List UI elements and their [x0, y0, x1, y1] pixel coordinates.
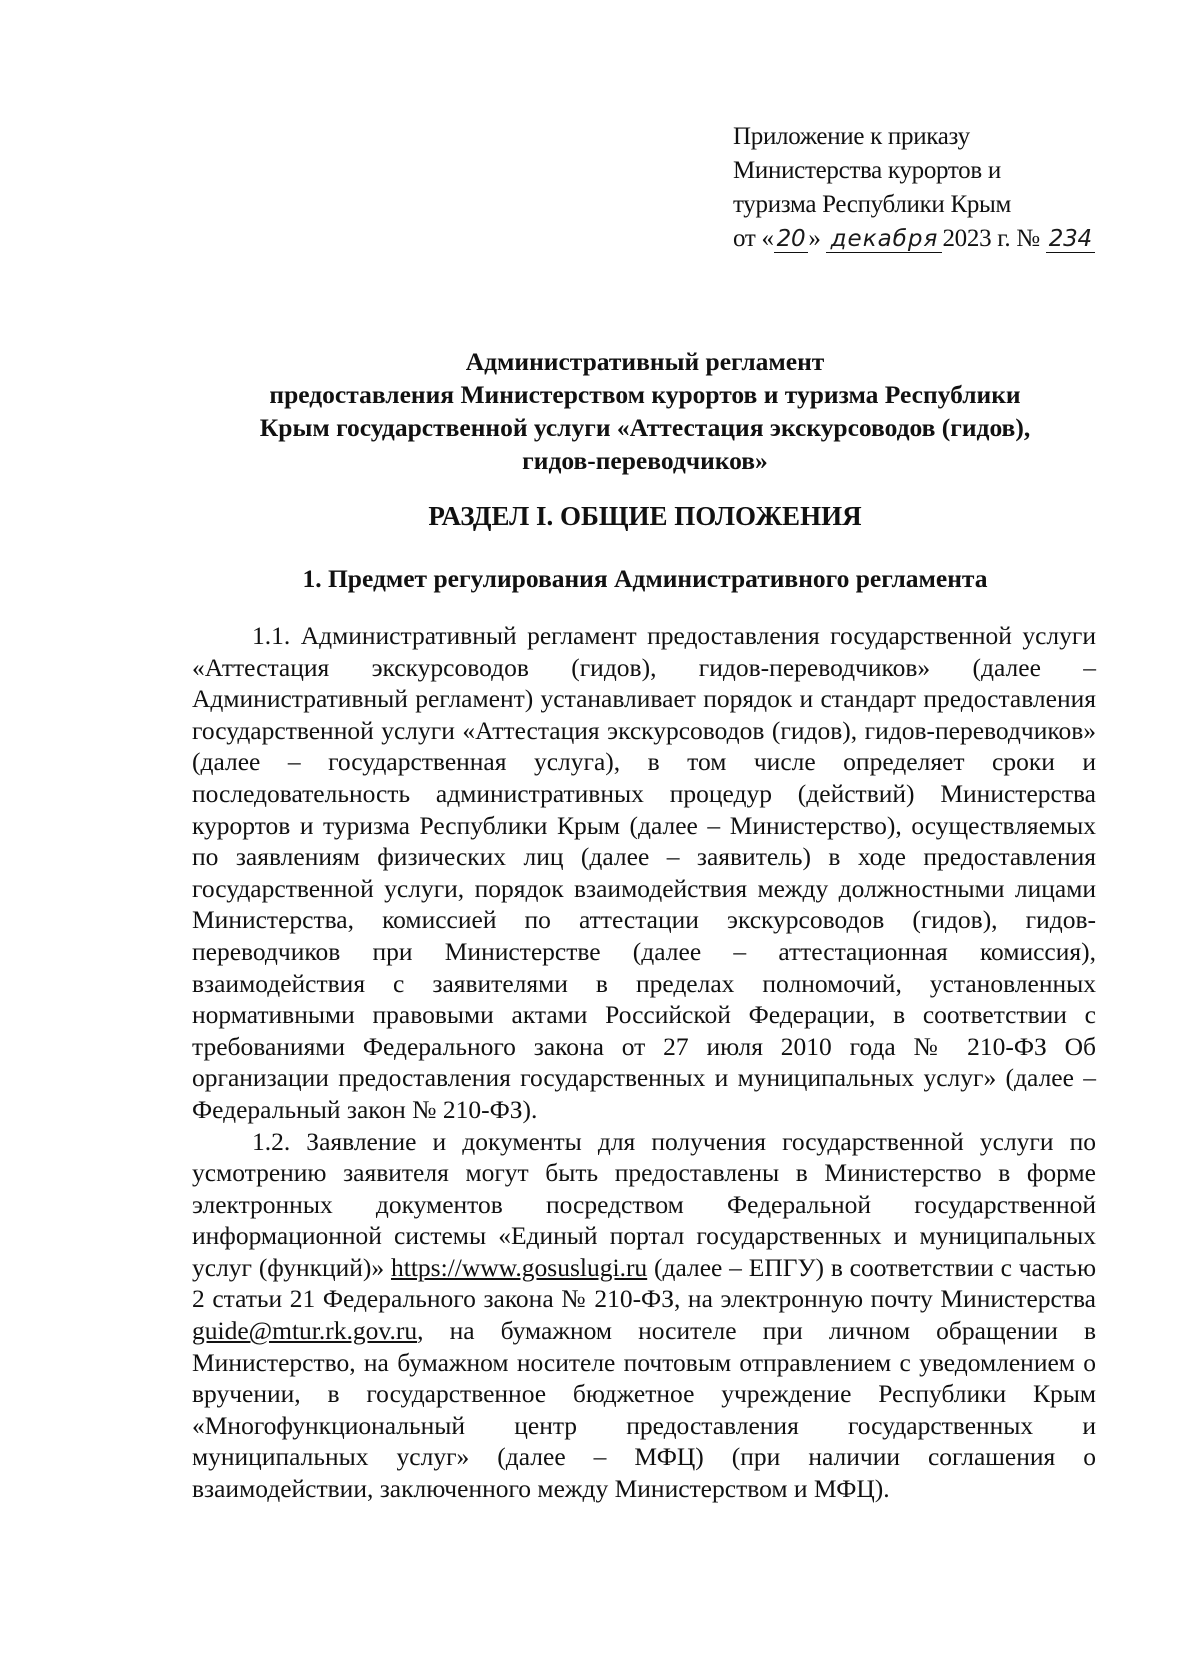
paragraph-1-2-part-3: , на бумажном носителе при личном обращении в Министерство, на бумажном носителе почтовым отправлением с уведомлением о вручении, в государственное бюджетное учреждение Республики Крым «Многофункциональный центр предоставления государственных и муниципальных услуг» (далее – МФЦ) (при наличии соглашения о взаимодействии, заключенного между Министерством и МФЦ).: [192, 1316, 1096, 1504]
appendix-line-3: туризма Республики Крым: [733, 191, 1012, 218]
title-line-4: гидов-переводчиков»: [522, 446, 768, 475]
paragraph-1-2: [192, 1126, 1096, 1505]
paragraph-1-1: 1.1. Административный регламент предоставления государственной услуги «Аттестация экскурсоводов (гидов), гидов-переводчиков» (далее – Административный регламент) устанавливает порядок и стандарт предоставления государственной услуги «Аттестация экскурсоводов (гидов), гидов-переводчиков» (далее – государственная услуга), в том числе определяет сроки и последовательность административных процедур (действий) Министерства курортов и туризма Республики Крым (далее – Министерство), осуществляемых по заявлениям физических лиц (далее – заявитель) в ходе предоставления государственной услуги, порядок взаимодействия между должностными лицами Министерства, комиссией по аттестации экскурсоводов (гидов), гидов-переводчиков при Министерстве (далее – аттестационная комиссия), взаимодействия с заявителями в пределах полномочий, установленных нормативными правовыми актами Российской Федерации, в соответствии с требованиями Федерального закона от 27 июля 2010 года № 210-ФЗ Об организации предоставления государственных и муниципальных услуг» (далее – Федеральный закон № 210-ФЗ).: [192, 621, 1096, 1124]
appendix-line-1: Приложение к приказу: [733, 123, 970, 150]
appendix-date-line: [733, 222, 1153, 256]
subsection-heading: 1. Предмет регулирования Административного регламента: [302, 564, 988, 593]
paragraph-1-2-part-1: 1.2. Заявление и документы для получения государственной услуги по усмотрению заявителя могут быть предоставлены в Министерство в форме электронных документов посредством Федеральной государственной информационной системы «Единый портал государственных и муниципальных услуг (функций)»: [192, 1126, 1096, 1282]
title-line-1: Административный регламент: [465, 347, 825, 376]
handwritten-day: 20: [774, 226, 809, 253]
gosuslugi-link[interactable]: https://www.gosuslugi.ru: [390, 1252, 648, 1282]
document-title: [180, 345, 1110, 477]
date-mid: »: [808, 225, 821, 252]
ministry-email-link[interactable]: guide@mtur.rk.gov.ru: [192, 1316, 418, 1346]
title-line-2: предоставления Министерством курортов и туризма Республики: [269, 380, 1021, 409]
body-text: [192, 620, 1096, 1505]
appendix-header: [733, 120, 1153, 256]
section-heading: РАЗДЕЛ I. ОБЩИЕ ПОЛОЖЕНИЯ: [428, 501, 862, 531]
date-prefix: от «: [733, 225, 774, 252]
appendix-line-2: Министерства курортов и: [733, 157, 1001, 184]
paragraph-1-2-part-2: (далее – ЕПГУ) в соответствии с частью 2 статьи 21 Федерального закона № 210-ФЗ, на электронную почту Министерства: [192, 1252, 1096, 1314]
handwritten-order-number: 234: [1046, 226, 1095, 253]
title-line-3: Крым государственной услуги «Аттестация экскурсоводов (гидов),: [259, 413, 1031, 442]
handwritten-month: декабря: [826, 226, 942, 253]
date-year: 2023 г. №: [942, 225, 1040, 252]
